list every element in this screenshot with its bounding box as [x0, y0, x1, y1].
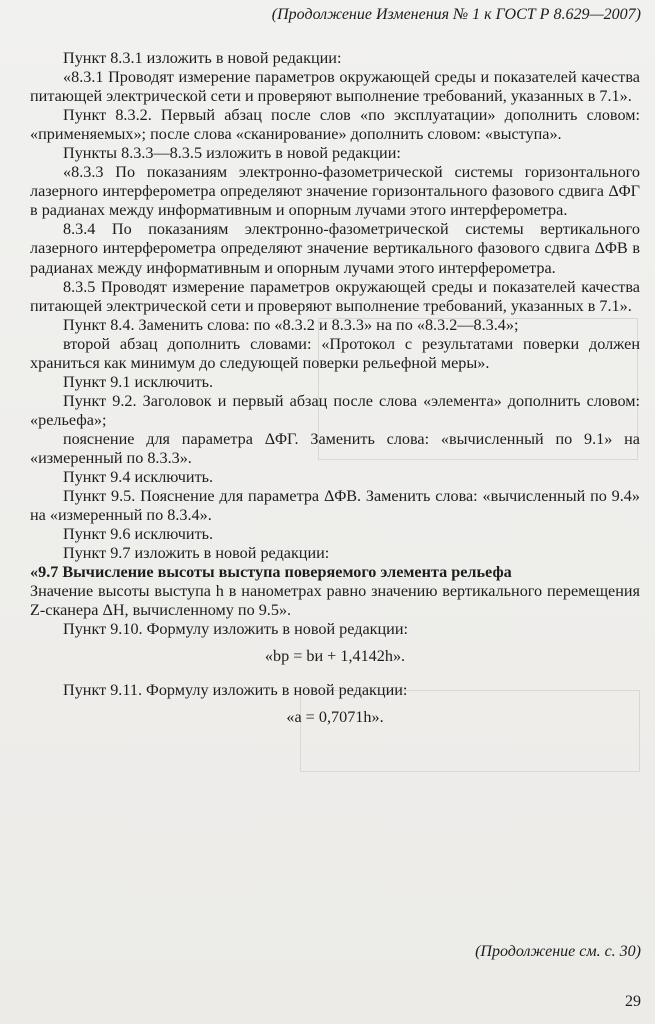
continuation-note: (Продолжение см. с. 30) — [475, 943, 641, 960]
paragraph: Пункт 9.7 изложить в новой редакции: — [63, 544, 330, 563]
paragraph: Пункт 9.2. Заголовок и первый абзац после слова «элемента» дополнить словом: «рельефа»; — [30, 391, 640, 429]
paragraph: «8.3.3 По показаниям электронно-фазометрической системы горизонтального лазерного интерферометра определяют значение горизонтального фазового сдвига ΔΦГ в радианах между информативным и опорным лучами этого интерферометра. — [30, 163, 640, 220]
document-body — [30, 49, 640, 741]
formula: «a = 0,7071h». — [286, 707, 384, 726]
paragraph: «8.3.1 Проводят измерение параметров окружающей среды и показателей качества питающей электрической сети и проверяют выполнение требований, указанных в 7.1». — [30, 68, 640, 106]
paragraph: Пункт 9.10. Формулу изложить в новой редакции: — [63, 620, 409, 639]
paragraph: Пункт 8.3.1 изложить в новой редакции: — [63, 49, 342, 67]
paragraph: Пункт 8.3.2. Первый абзац после слов «по эксплуатации» дополнить словом: «применяемых»; после слова «сканирование» дополнить словом: «выступа». — [30, 106, 640, 144]
paragraph: Пункт 9.4 исключить. — [63, 468, 214, 487]
paragraph: Пункт 8.4. Заменить слова: по «8.3.2 и 8.3.3» на по «8.3.2—8.3.4»; — [63, 315, 519, 334]
paragraph: Пункт 9.1 исключить. — [63, 372, 214, 391]
paragraph: 8.3.4 По показаниям электронно-фазометрической системы вертикального лазерного интерферометра определяют значение вертикального фазового сдвига ΔΦВ в радианах между информативным и опорным лучами этого интерферометра. — [30, 220, 640, 277]
page-number: 29 — [625, 993, 641, 1010]
paragraph: Пункт 9.11. Формулу изложить в новой редакции: — [63, 680, 408, 699]
paragraph: Пункт 9.5. Пояснение для параметра ΔΦВ. Заменить слова: «вычисленный по 9.4» на «измеренный по 8.3.4». — [30, 487, 640, 525]
paragraph: Значение высоты выступа h в нанометрах равно значению вертикального перемещения Z-сканера ΔH, вычисленному по 9.5». — [30, 582, 640, 620]
paragraph: второй абзац дополнить словами: «Протокол с результатами поверки должен храниться как минимум до следующей поверки рельефной меры». — [30, 334, 640, 372]
section-title: «9.7 Вычисление высоты выступа поверяемого элемента рельефа — [30, 563, 512, 582]
paragraph: 8.3.5 Проводят измерение параметров окружающей среды и показателей качества питающей электрической сети и проверяют выполнение требований, указанных в 7.1». — [30, 277, 640, 315]
running-header: (Продолжение Изменения № 1 к ГОСТ Р 8.629—2007) — [271, 6, 641, 23]
paragraph: Пункты 8.3.3—8.3.5 изложить в новой редакции: — [63, 144, 401, 163]
paragraph: Пункт 9.6 исключить. — [63, 525, 214, 544]
paragraph: пояснение для параметра ΔΦГ. Заменить слова: «вычисленный по 9.1» на «измеренный по 8.3.3». — [30, 429, 640, 467]
formula: «bр = bи + 1,4142h». — [264, 647, 406, 666]
